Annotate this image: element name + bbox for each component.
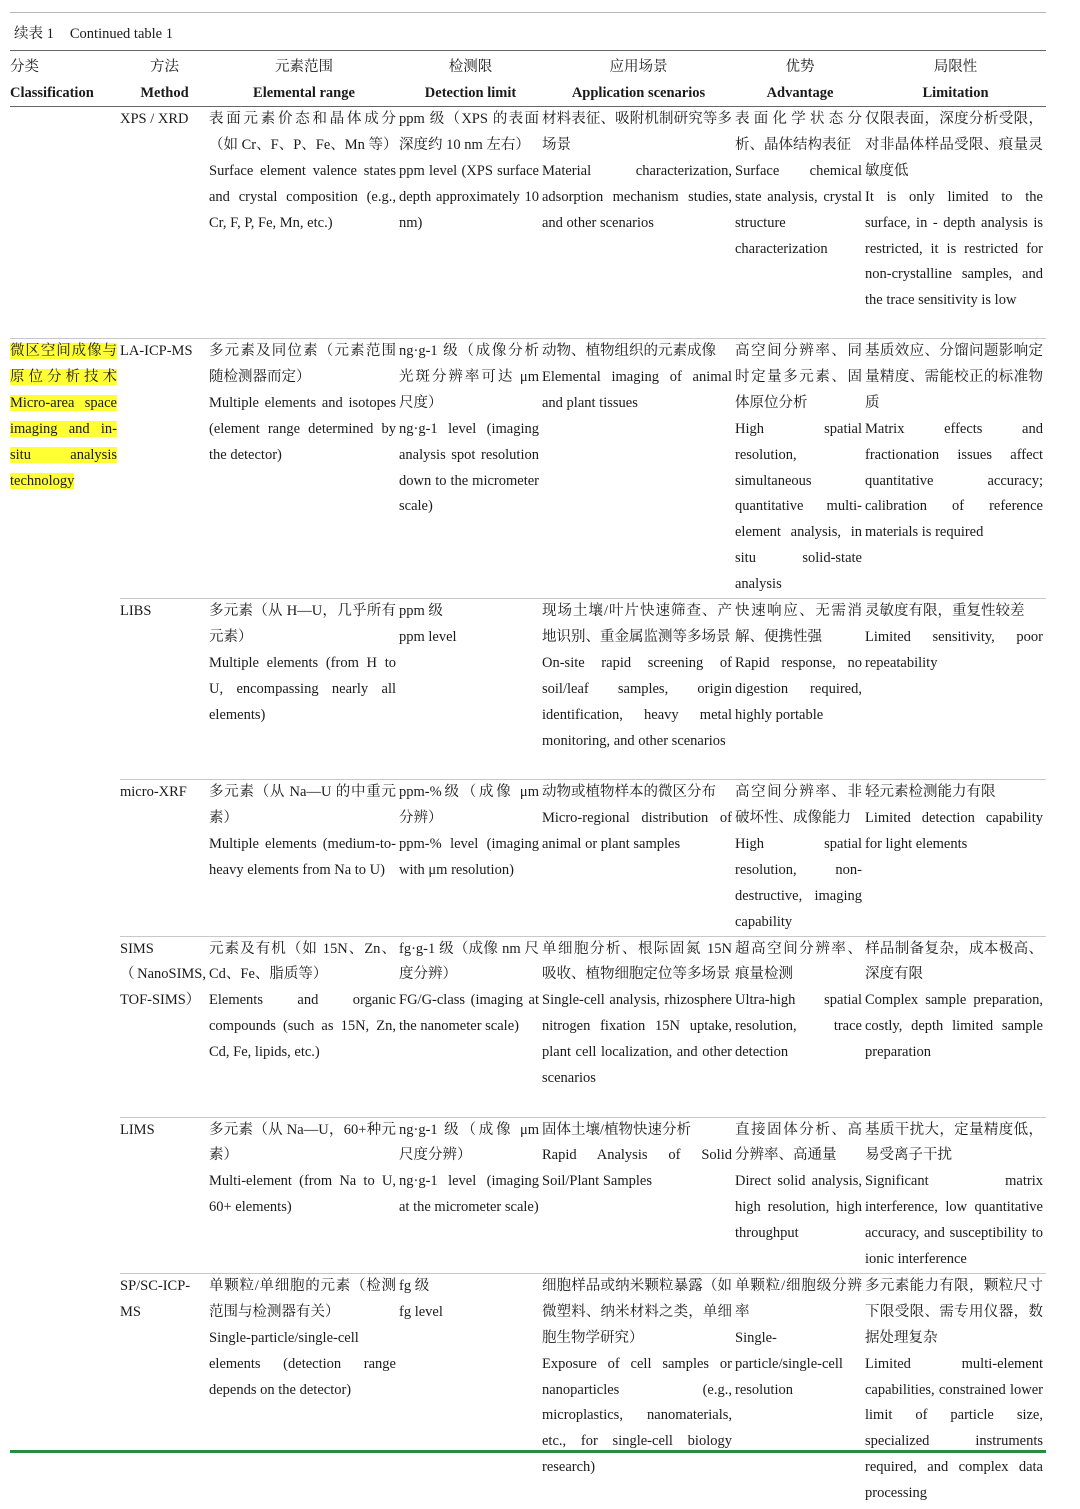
header-detection-limit: 检测限 Detection limit xyxy=(399,51,542,107)
header-row xyxy=(10,51,1046,107)
application-cell xyxy=(542,107,735,339)
cell-text-cn: fg·g-1 级（成像 nm 尺度分辨） xyxy=(399,937,539,989)
elemental-range-cell xyxy=(209,107,399,339)
cell-text-en: Elemental imaging of animal and plant tissues xyxy=(542,365,732,417)
header-elemental-range: 元素范围 Elemental range xyxy=(209,51,399,107)
cell-text-en: Complex sample preparation, costly, depth limited sample preparation xyxy=(865,988,1043,1066)
cell-text-cn: ppm 级（XPS 的表面深度约 10 nm 左右） xyxy=(399,107,539,159)
cell-text-cn: 仅限表面，深度分析受限，对非晶体样品受限、痕量灵敏度低 xyxy=(865,107,1043,185)
cell-text-en: High spatial resolution, simultaneous quantitative multi-element analysis, in situ solid-state analysis xyxy=(735,417,862,598)
cell-text-en: fg level xyxy=(399,1300,539,1326)
method-name: LA-ICP-MS xyxy=(120,339,206,365)
method-name: LIBS xyxy=(120,599,206,625)
cell-text-en: It is only limited to the surface, in - depth analysis is restricted, it is restricted for non-crystalline samples, and the trace sensitivity is low xyxy=(865,185,1043,315)
cell-text-en: Micro-regional distribution of animal or plant samples xyxy=(542,806,732,858)
cell-text-cn: 单颗粒/单细胞的元素（检测范围与检测器有关） xyxy=(209,1274,396,1326)
cell-text-cn: 动物或植物样本的微区分布 xyxy=(542,780,732,806)
cell-text-en: Limited sensitivity, poor repeatability xyxy=(865,625,1043,677)
continued-table xyxy=(10,50,1046,1509)
cell-text-cn: 高空间分辨率、非破坏性、成像能力 xyxy=(735,780,862,832)
detection-limit-cell xyxy=(399,1117,542,1273)
cell-text-en: Ultra-high spatial resolution, trace detection xyxy=(735,988,862,1066)
cell-text-cn: 多元素（从 Na—U 的中重元素） xyxy=(209,780,396,832)
cell-text-cn: 多元素（从 Na—U，60+种元素） xyxy=(209,1118,396,1170)
limitation-cell xyxy=(865,599,1046,780)
cell-text-en: ng·g-1 level (imaging at the micrometer scale) xyxy=(399,1169,539,1221)
classification-cell xyxy=(10,339,120,1509)
elemental-range-cell xyxy=(209,339,399,599)
cell-text-cn: 灵敏度有限，重复性较差 xyxy=(865,599,1043,625)
cell-text-cn: ppm-%级（成像 μm 分辨） xyxy=(399,780,539,832)
cell-text-en: Direct solid analysis, high resolution, high throughput xyxy=(735,1169,862,1247)
method-cell xyxy=(120,1117,209,1273)
header-method: 方法 Method xyxy=(120,51,209,107)
top-rule xyxy=(10,12,1046,13)
cell-text-en: ppm level (XPS surface depth approximately 10 nm) xyxy=(399,159,539,237)
limitation-cell xyxy=(865,339,1046,599)
bottom-rule xyxy=(10,1450,1046,1453)
cell-text-cn: 多元素能力有限，颗粒尺寸下限受限、需专用仪器，数据处理复杂 xyxy=(865,1274,1043,1352)
caption-cn: 续表 1 xyxy=(14,26,54,42)
table-row xyxy=(10,780,1046,936)
cell-text-cn: 单颗粒/细胞级分辨率 xyxy=(735,1274,862,1326)
cell-text-en: ppm-% level (imaging with μm resolution) xyxy=(399,832,539,884)
table-row xyxy=(10,936,1046,1117)
cell-text-cn: ng·g-1 级（成像分析光斑分辨率可达 μm 尺度） xyxy=(399,339,539,417)
cell-text-cn: 基质效应、分馏问题影响定量精度、需能校正的标准物质 xyxy=(865,339,1043,417)
cell-text-en: On-site rapid screening of soil/leaf samples, origin identification, heavy metal monitoring, and other scenarios xyxy=(542,651,732,755)
table-row xyxy=(10,1273,1046,1509)
cell-text-cn: 单细胞分析、根际固氮 15N 吸收、植物细胞定位等多场景 xyxy=(542,937,732,989)
advantage-cell xyxy=(735,1273,865,1509)
cell-text-en: ng·g-1 level (imaging analysis spot resolution down to the micrometer scale) xyxy=(399,417,539,521)
cell-text-cn: 表面元素价态和晶体成分（如 Cr、F、P、Fe、Mn 等） xyxy=(209,107,396,159)
cell-text-cn: 超高空间分辨率、痕量检测 xyxy=(735,937,862,989)
method-name: SIMS （NanoSIMS, TOF-SIMS） xyxy=(120,937,206,1015)
cell-text-en: Material characterization, adsorption mechanism studies, and other scenarios xyxy=(542,159,732,237)
elemental-range-cell xyxy=(209,936,399,1117)
cell-text-en: Surface element valence states and crystal composition (e.g., Cr, F, P, Fe, Mn, etc.) xyxy=(209,159,396,237)
method-cell xyxy=(120,339,209,599)
cell-text-en: Rapid response, no digestion required, highly portable xyxy=(735,651,862,729)
method-name: XPS / XRD xyxy=(120,107,206,133)
table-row xyxy=(10,339,1046,599)
cell-text-en: High spatial resolution, non-destructive, imaging capability xyxy=(735,832,862,936)
detection-limit-cell xyxy=(399,1273,542,1509)
cell-text-cn: 快速响应、无需消解、便携性强 xyxy=(735,599,862,651)
cell-text-en: Single-particle/single-cell elements (detection range depends on the detector) xyxy=(209,1326,396,1404)
cell-text-cn: ppm 级 xyxy=(399,599,539,625)
method-cell xyxy=(120,1273,209,1509)
cell-text-en: Multi-element (from Na to U, 60+ elements) xyxy=(209,1169,396,1221)
advantage-cell xyxy=(735,780,865,936)
cell-text-en: Single-cell analysis, rhizosphere nitrogen fixation 15N uptake, plant cell localization, and other scenarios xyxy=(542,988,732,1092)
header-advantage: 优势 Advantage xyxy=(735,51,865,107)
method-cell xyxy=(120,780,209,936)
cell-text-en: Significant matrix interference, low quantitative accuracy, and susceptibility to ionic interference xyxy=(865,1169,1043,1273)
advantage-cell xyxy=(735,1117,865,1273)
cell-text-cn: 元素及有机（如 15N、Zn、Cd、Fe、脂质等） xyxy=(209,937,396,989)
cell-text-en: Matrix effects and fractionation issues affect quantitative accuracy; calibration of reference materials is required xyxy=(865,417,1043,547)
cell-text-cn: 直接固体分析、高分辨率、高通量 xyxy=(735,1118,862,1170)
table-row xyxy=(10,107,1046,339)
cell-text-cn: 表面化学状态分析、晶体结构表征 xyxy=(735,107,862,159)
method-name: SP/SC-ICP-MS xyxy=(120,1274,206,1326)
classification-label: 微区空间成像与原位分析技术 Micro-area space imaging and in-situ analysis technology xyxy=(10,343,117,489)
limitation-cell xyxy=(865,1273,1046,1509)
cell-text-en: Multiple elements and isotopes (element range determined by the detector) xyxy=(209,391,396,469)
application-cell xyxy=(542,599,735,780)
header-application: 应用场景 Application scenarios xyxy=(542,51,735,107)
detection-limit-cell xyxy=(399,780,542,936)
limitation-cell xyxy=(865,107,1046,339)
cell-text-cn: 样品制备复杂，成本极高、深度有限 xyxy=(865,937,1043,989)
detection-limit-cell xyxy=(399,107,542,339)
cell-text-en: Exposure of cell samples or nanoparticles (e.g., microplastics, nanomaterials, etc., for single-cell biology research) xyxy=(542,1352,732,1482)
cell-text-cn: 多元素及同位素（元素范围随检测器而定） xyxy=(209,339,396,391)
detection-limit-cell xyxy=(399,339,542,599)
method-cell xyxy=(120,936,209,1117)
advantage-cell xyxy=(735,599,865,780)
caption-en: Continued table 1 xyxy=(70,26,173,42)
cell-text-en: ppm level xyxy=(399,625,539,651)
elemental-range-cell xyxy=(209,780,399,936)
advantage-cell xyxy=(735,936,865,1117)
application-cell xyxy=(542,780,735,936)
application-cell xyxy=(542,1273,735,1509)
classification-cell-blank xyxy=(10,107,120,339)
header-limitation: 局限性 Limitation xyxy=(865,51,1046,107)
cell-text-cn: fg 级 xyxy=(399,1274,539,1300)
cell-text-cn: 细胞样品或纳米颗粒暴露（如微塑料、纳米材料之类，单细胞生物学研究） xyxy=(542,1274,732,1352)
elemental-range-cell xyxy=(209,599,399,780)
cell-text-cn: 动物、植物组织的元素成像 xyxy=(542,339,732,365)
cell-text-en: FG/G-class (imaging at the nanometer scale) xyxy=(399,988,539,1040)
application-cell xyxy=(542,936,735,1117)
method-cell xyxy=(120,107,209,339)
detection-limit-cell xyxy=(399,599,542,780)
advantage-cell xyxy=(735,107,865,339)
cell-text-en: Single-particle/single-cell resolution xyxy=(735,1326,862,1404)
table-row xyxy=(10,1117,1046,1273)
method-name: micro-XRF xyxy=(120,780,206,806)
cell-text-cn: 现场土壤/叶片快速筛查、产地识别、重金属监测等多场景 xyxy=(542,599,732,651)
table-row xyxy=(10,599,1046,780)
limitation-cell xyxy=(865,780,1046,936)
cell-text-cn: 高空间分辨率、同时定量多元素、固体原位分析 xyxy=(735,339,862,417)
method-cell xyxy=(120,599,209,780)
cell-text-cn: 基质干扰大，定量精度低，易受离子干扰 xyxy=(865,1118,1043,1170)
application-cell xyxy=(542,1117,735,1273)
method-name: LIMS xyxy=(120,1118,206,1144)
elemental-range-cell xyxy=(209,1117,399,1273)
cell-text-cn: 轻元素检测能力有限 xyxy=(865,780,1043,806)
cell-text-cn: ng·g-1 级（成像 μm 尺度分辨） xyxy=(399,1118,539,1170)
application-cell xyxy=(542,339,735,599)
cell-text-en: Multiple elements (medium-to-heavy elements from Na to U) xyxy=(209,832,396,884)
cell-text-en: Limited detection capability for light elements xyxy=(865,806,1043,858)
cell-text-cn: 固体土壤/植物快速分析 xyxy=(542,1118,732,1144)
limitation-cell xyxy=(865,1117,1046,1273)
header-classification: 分类 Classification xyxy=(10,51,120,107)
advantage-cell xyxy=(735,339,865,599)
cell-text-en: Multiple elements (from H to U, encompassing nearly all elements) xyxy=(209,651,396,729)
cell-text-en: Rapid Analysis of Solid Soil/Plant Samples xyxy=(542,1143,732,1195)
elemental-range-cell xyxy=(209,1273,399,1509)
cell-text-cn: 多元素（从 H—U，几乎所有元素） xyxy=(209,599,396,651)
table-caption xyxy=(14,24,173,44)
detection-limit-cell xyxy=(399,936,542,1117)
cell-text-en: Elements and organic compounds (such as 15N, Zn, Cd, Fe, lipids, etc.) xyxy=(209,988,396,1066)
cell-text-en: Limited multi-element capabilities, constrained lower limit of particle size, specialized instruments required, and complex data processing xyxy=(865,1352,1043,1507)
limitation-cell xyxy=(865,936,1046,1117)
cell-text-cn: 材料表征、吸附机制研究等多场景 xyxy=(542,107,732,159)
cell-text-en: Surface chemical state analysis, crystal structure characterization xyxy=(735,159,862,263)
